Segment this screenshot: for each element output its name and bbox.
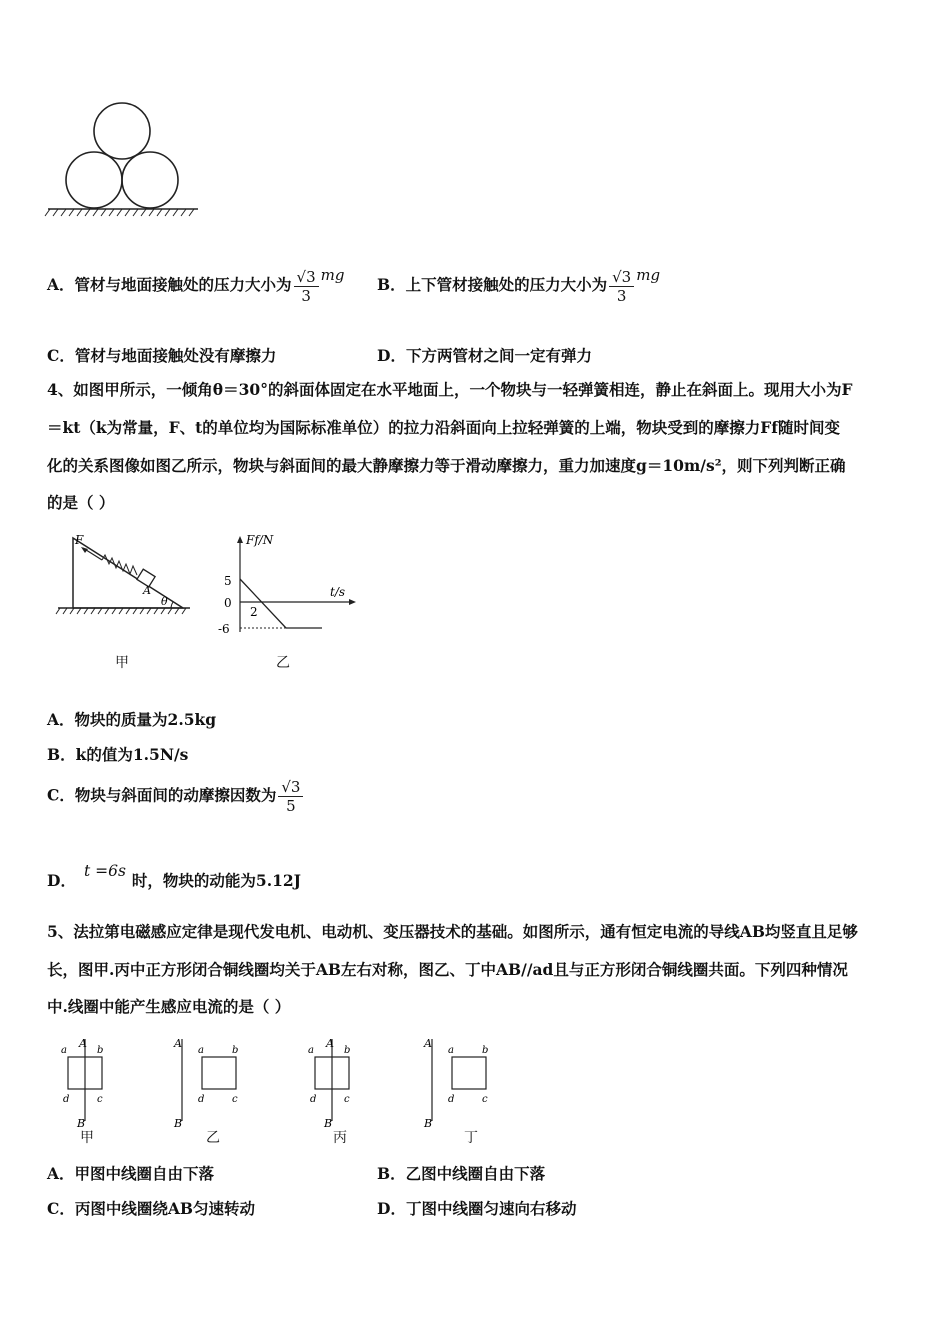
q5-caption-ding: 丁 — [464, 1130, 478, 1146]
svg-text:b: b — [482, 1045, 489, 1056]
svg-text:c: c — [97, 1094, 103, 1105]
coil-figure-bing — [302, 1035, 362, 1130]
coil-figure-yi — [170, 1035, 250, 1130]
q3-option-d[interactable]: D．下方两管材之间一定有弹力 — [377, 346, 592, 365]
label-A: A — [143, 584, 151, 597]
tick-2: 2 — [250, 605, 258, 619]
q4-option-b[interactable]: B．k的值为1.5N/s — [47, 745, 189, 764]
ground-hatching — [45, 209, 194, 216]
tick-5: 5 — [224, 574, 232, 588]
fraction: $\frac{√3}{3}$ — [294, 268, 319, 305]
bottom-right-tube — [122, 152, 178, 208]
svg-text:A: A — [79, 1037, 87, 1050]
svg-text:A: A — [174, 1037, 182, 1050]
q5-caption-jia: 甲 — [80, 1130, 94, 1146]
y-axis-label: Ff/N — [246, 533, 274, 547]
svg-text:A: A — [326, 1037, 334, 1050]
svg-text:c: c — [232, 1094, 238, 1105]
fraction: $\frac{√3}{5}$ — [278, 778, 303, 815]
q4-option-c[interactable]: C．物块与斜面间的动摩擦因数为 $\frac{√3}{5}$ — [47, 778, 305, 815]
q4-stem-line-2: ＝kt（k为常量，F、t的单位均为国际标准单位）的拉力沿斜面向上拉轻弹簧的上端，物块受到的摩擦力Ff随时间变 — [47, 418, 840, 437]
q5-stem-line-1: 5、法拉第电磁感应定律是现代发电机、电动机、变压器技术的基础。如图所示，通有恒定电流的导线AB均竖直且足够 — [47, 922, 858, 941]
svg-text:b: b — [344, 1045, 351, 1056]
svg-text:B: B — [424, 1117, 433, 1130]
q4-option-d[interactable]: D． t =6s 时，物块的动能为5.12J — [47, 862, 302, 890]
q3-option-a[interactable]: A．管材与地面接触处的压力大小为 $\frac{√3}{3}$ mg — [47, 266, 345, 305]
q4-stem-line-3: 化的关系图像如图乙所示，物块与斜面间的最大静摩擦力等于滑动摩擦力，重力加速度g＝10m/s²，则下列判断正确 — [47, 456, 846, 475]
svg-text:d: d — [198, 1094, 205, 1105]
svg-text:d: d — [310, 1094, 317, 1105]
q3-option-b[interactable]: B．上下管材接触处的压力大小为 $\frac{√3}{3}$ mg — [377, 266, 661, 305]
q5-option-d[interactable]: D．丁图中线圈匀速向右移动 — [377, 1199, 577, 1218]
q4-option-a[interactable]: A．物块的质量为2.5kg — [47, 710, 217, 729]
fraction: $\frac{√3}{3}$ — [609, 268, 634, 305]
q3-option-c[interactable]: C．管材与地面接触处没有摩擦力 — [47, 346, 277, 365]
svg-text:A: A — [424, 1037, 432, 1050]
svg-text:B: B — [77, 1117, 86, 1130]
tick-0: 0 — [224, 596, 232, 610]
q4-stem-line-4: 的是（ ） — [47, 493, 115, 512]
label-F: F — [75, 533, 84, 547]
fig-caption-yi: 乙 — [276, 655, 290, 671]
svg-text:d: d — [448, 1094, 455, 1105]
q5-caption-yi: 乙 — [206, 1130, 220, 1146]
svg-text:B: B — [324, 1117, 333, 1130]
x-axis-label: t/s — [330, 585, 346, 599]
q5-caption-bing: 丙 — [333, 1130, 347, 1146]
svg-text:a: a — [448, 1045, 454, 1056]
svg-text:B: B — [174, 1117, 183, 1130]
incline-figure-jia — [55, 530, 195, 620]
svg-text:a: a — [308, 1045, 314, 1056]
q4-stem-line-1: 4、如图甲所示，一倾角θ＝30°的斜面体固定在水平地面上，一个物块与一轻弹簧相连，静止在斜面上。现用大小为F — [47, 380, 853, 399]
coil-figure-jia — [55, 1035, 115, 1130]
q5-option-b[interactable]: B．乙图中线圈自由下落 — [377, 1164, 546, 1183]
svg-text:a: a — [198, 1045, 204, 1056]
svg-text:a: a — [61, 1045, 67, 1056]
label-theta: θ — [161, 595, 168, 608]
q5-stem-line-3: 中.线圈中能产生感应电流的是（ ） — [47, 997, 291, 1016]
friction-time-graph-yi — [210, 530, 360, 640]
stacked-tubes-figure — [40, 95, 210, 225]
friction-line-sloped — [240, 579, 286, 628]
svg-text:c: c — [344, 1094, 350, 1105]
svg-text:b: b — [97, 1045, 104, 1056]
svg-text:b: b — [232, 1045, 239, 1056]
spring — [102, 555, 137, 575]
fig-caption-jia: 甲 — [115, 655, 129, 671]
bottom-left-tube — [66, 152, 122, 208]
q5-stem-line-2: 长，图甲.丙中正方形闭合铜线圈均关于AB左右对称，图乙、丁中AB//ad且与正方形闭合铜线圈共面。下列四种情况 — [47, 960, 848, 979]
svg-text:d: d — [63, 1094, 70, 1105]
q5-option-a[interactable]: A．甲图中线圈自由下落 — [47, 1164, 215, 1183]
tick-neg6: -6 — [218, 622, 230, 636]
svg-text:c: c — [482, 1094, 488, 1105]
top-tube — [94, 103, 150, 159]
coil-figure-ding — [420, 1035, 500, 1130]
q5-option-c[interactable]: C．丙图中线圈绕AB匀速转动 — [47, 1199, 255, 1218]
